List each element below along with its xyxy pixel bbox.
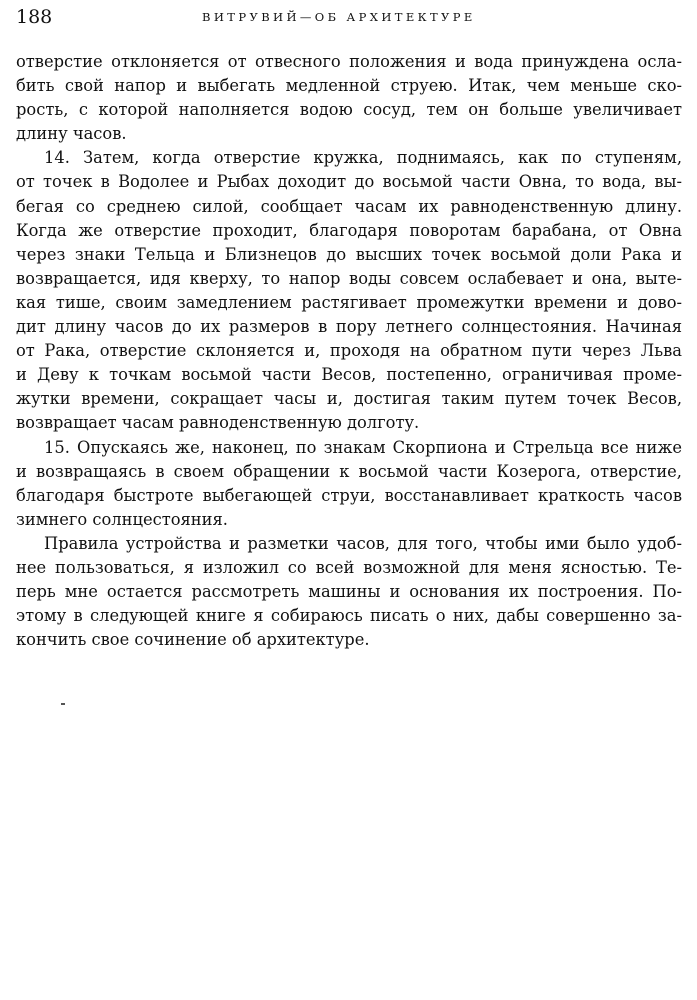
page-number: 188 [16, 6, 53, 28]
text-line: кончить свое сочинение об архитектуре. [16, 630, 370, 650]
text-line: рость, с которой наполняется водою сосуд, тем он больше увеличивает [16, 100, 682, 120]
text-line: возвращает часам равноденственную долготу. [16, 413, 420, 433]
text-line: нее пользоваться, я изложил со всей возможной для меня ясностью. Те- [16, 557, 682, 577]
text-line: через знаки Тельца и Близнецов до высших точек восьмой доли Рака и [16, 244, 682, 264]
paragraph-14 [16, 146, 682, 435]
text-line: от Рака, отверстие склоняется и, проходя на обратном пути через Льва [16, 341, 682, 361]
text-line: этому в следующей книге я собираюсь писать о них, дабы совершенно за- [16, 606, 682, 626]
paragraph-15 [16, 436, 682, 532]
text-line: бегая со среднею силой, сообщает часам их равноденственную длину. [16, 196, 682, 216]
text-line: зимнего солнцестояния. [16, 509, 228, 529]
text-line: длину часов. [16, 124, 127, 144]
text-line: 14. Затем, когда отверстие кружка, поднимаясь, как по ступеням, [44, 148, 682, 168]
paragraph-continued [16, 50, 682, 146]
text-line: благодаря быстроте выбегающей струи, восстанавливает краткость часов [16, 485, 682, 505]
text-line: возвращается, идя кверху, то напор воды совсем ослабевает и она, выте- [16, 268, 682, 288]
running-head-title: ВИТРУВИЙ—ОБ АРХИТЕКТУРЕ [202, 10, 476, 24]
text-line: перь мне остается рассмотреть машины и основания их построения. По- [16, 582, 682, 602]
text-line: дит длину часов до их размеров в пору летнего солнцестояния. Начиная [16, 317, 682, 337]
text-line: кая тише, своим замедлением растягивает промежутки времени и дово- [16, 292, 682, 312]
text-line: Правила устройства и разметки часов, для того, чтобы ими было удоб- [44, 533, 682, 553]
text-line: отверстие отклоняется от отвесного положения и вода принуждена осла- [16, 52, 682, 71]
text-line: и Деву к точкам восьмой части Весов, постепенно, ограничивая проме- [16, 365, 682, 385]
text-line: бить свой напор и выбегать медленной струею. Итак, чем меньше ско- [16, 76, 682, 96]
running-head [16, 6, 684, 28]
text-line: 15. Опускаясь же, наконец, по знакам Скорпиона и Стрельца все ниже [44, 437, 682, 457]
print-speck [61, 703, 65, 705]
paragraph-closing [16, 532, 682, 652]
body-text [16, 50, 682, 652]
text-line: от точек в Водолее и Рыбах доходит до восьмой части Овна, то вода, вы- [16, 172, 682, 192]
text-line: жутки времени, сокращает часы и, достигая таким путем точек Весов, [16, 389, 682, 409]
text-line: Когда же отверстие проходит, благодаря поворотам барабана, от Овна [16, 220, 682, 240]
text-line: и возвращаясь в своем обращении к восьмой части Козерога, отверстие, [16, 461, 682, 481]
